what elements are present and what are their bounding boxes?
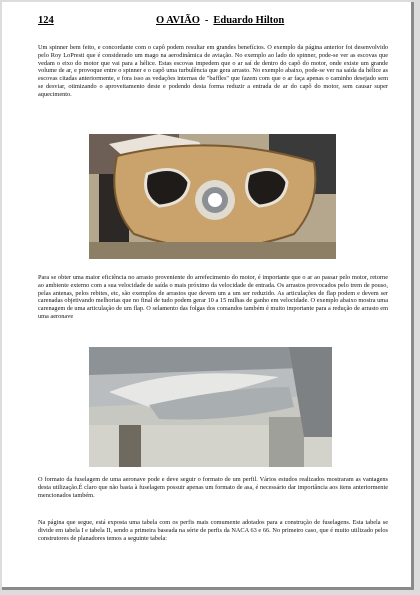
flap-fairing-illustration xyxy=(89,347,332,467)
paragraph-spinner: Um spinner bem feito, e concordante com o capô podem resultar em grandes benefícios. O exemplo da página anterior foi desenvolvido pelo Roy LoPresti que é considerado um mago na aerodinâmica de aviação. No exemplo ao lado do spinner, pode-se ver as escovas que vedam o eixo do motor que vai para a hélice. Estas escovas impedem que o ar saí de dentro do capô do motor, onde existe um grande volume de ar, e provoque entre o spinner e o capô uma turbulência que gera arrasto. No exemplo abaixo, pode-se ver na saída da hélice as escovas citadas anteriormente, e fora isso as vedações internas de "baffles" que fazem com que o ar faça apenas o caminho desejado sem se desviar, otimizando o aproveitamento deste e podendo desta forma reduzir a entrada de ar do capô do motor, sem causar super aquecimento. xyxy=(38,44,388,98)
paragraph-fuselage: O formato da fuselagem de uma aeronave pode e deve seguir o formato de um perfil. Vários estudos realizados mostraram as vantagens desta utilização.É claro que não basta à fuselagem possuir apenas um formato de asa, é necessário dar importância aos itens anteriormente mencionados também. xyxy=(38,476,388,499)
document-page xyxy=(2,2,414,590)
title-separator: - xyxy=(204,15,209,26)
engine-cowling-photo xyxy=(89,134,336,259)
flap-hinge-fairing-photo xyxy=(89,347,332,467)
paragraph-cooling-drag: Para se obter uma maior eficiência no arrasto proveniente do arrefecimento do motor, é importante que o ar ao passar pelo motor, retorne ao ambiente externo com a sua velocidade de saída o mais próximo da velocidade de entrada. Os arrastos provocados pelo trem de pouso, pelas antenas, pelos rebites, etc, são exemplos de arrastos que devem um a um ser reduzido. As articulações de flap podem e devem ser carenadas objetivando melhorias que no final de tudo podem gerar 10 a 15 milhas de ganho em velocidade. O exemplo abaixo mostra uma carenagem de uma articulação de um flap. O selamento das folgas dos comandos também é muito importante para a redução de arrasto em uma aeronave xyxy=(38,274,388,320)
page-header xyxy=(38,15,388,29)
engine-cowling-illustration xyxy=(89,134,336,259)
page-number: 124 xyxy=(38,15,54,26)
book-title: O AVIÃO xyxy=(156,15,200,26)
paragraph-table-intro: Na página que segue, está exposta uma tabela com os perfis mais comumente adotados para a construção de fuselagens. Esta tabela se divide em tabela I e tabela II, sendo a primeira baseada na série de perfis da NACA 63 e 66. No primeiro caso, que é muito utilizado pelos construtores de planadores temos a seguinte tabela: xyxy=(38,519,388,542)
author-name: Eduardo Hilton xyxy=(213,15,285,26)
running-title xyxy=(156,15,284,26)
